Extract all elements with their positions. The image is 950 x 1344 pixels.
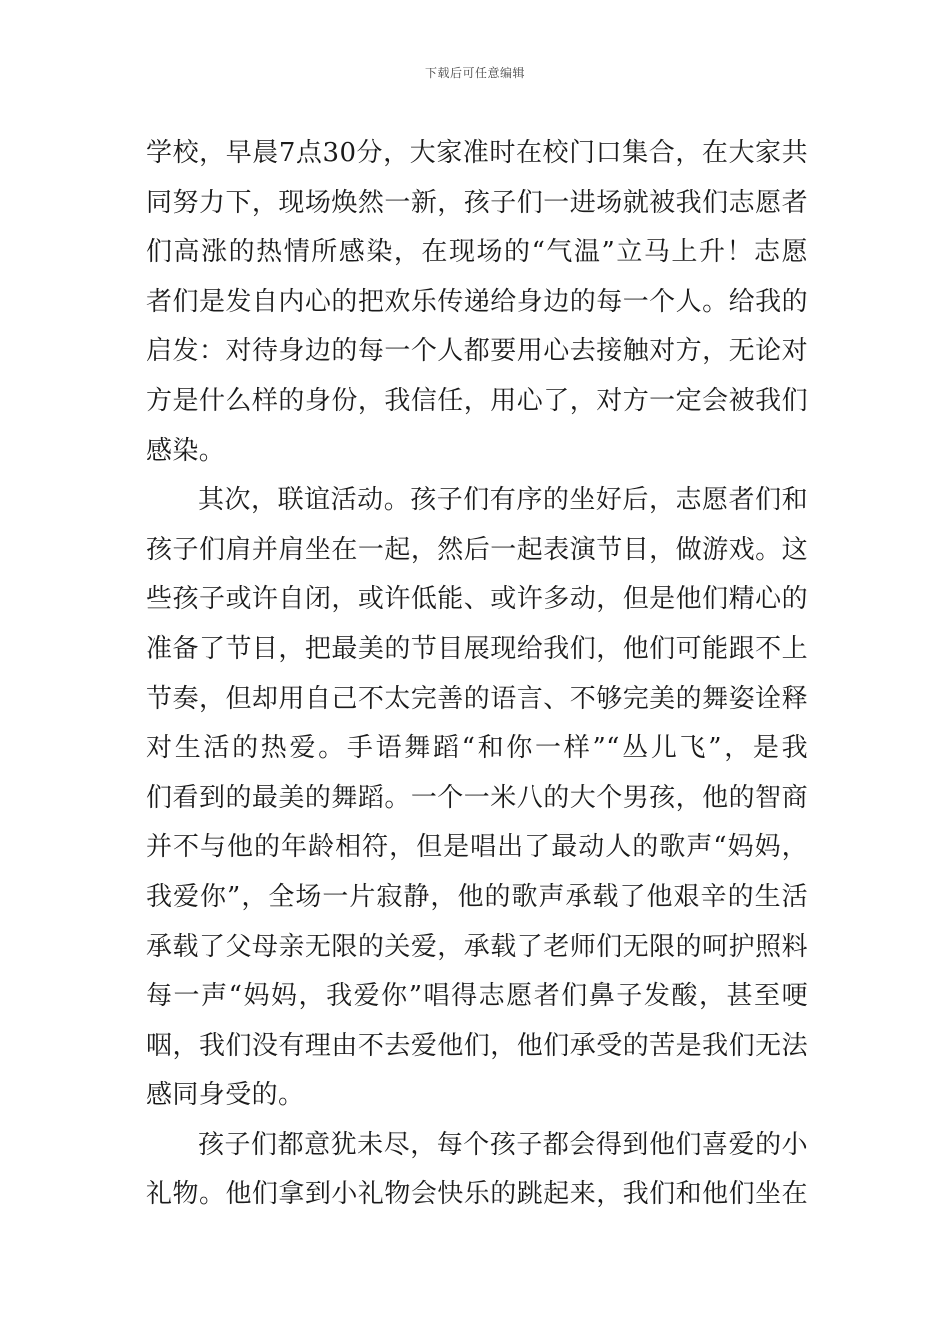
body-text [146,129,808,1220]
text-line: 们高涨的热情所感染，在现场的“气温”立马上升！志愿 [146,237,808,268]
text-line: 感染。 [146,435,226,466]
text-line: 启发：对待身边的每一个人都要用心去接触对方，无论对 [146,336,808,367]
text-line: 并不与他的年龄相符，但是唱出了最动人的歌声“妈妈， [146,832,808,863]
text-line: 们看到的最美的舞蹈。一个一米八的大个男孩，他的智商 [146,782,808,813]
text-line: 些孩子或许自闭，或许低能、或许多动，但是他们精心的 [146,584,808,615]
text-line: 方是什么样的身份，我信任，用心了，对方一定会被我们 [146,385,808,416]
text-line: 节奏，但却用自己不太完善的语言、不够完美的舞姿诠释 [146,683,808,714]
text-line: 咽，我们没有理由不去爱他们，他们承受的苦是我们无法 [146,1030,808,1061]
text-line: 我爱你”，全场一片寂静，他的歌声承载了他艰辛的生活 [146,881,808,912]
page-header: 下载后可任意编辑 [424,66,525,80]
text-line: 准备了节目，把最美的节目展现给我们，他们可能跟不上 [146,633,808,664]
text-line: 学校，早晨7点30分，大家准时在校门口集合，在大家共 [146,138,808,168]
text-line: 礼物。他们拿到小礼物会快乐的跳起来，我们和他们坐在 [146,1179,808,1210]
text-line: 对生活的热爱。手语舞蹈“和你一样”“丛儿飞”，是我 [146,733,808,764]
text-line: 每一声“妈妈，我爱你”唱得志愿者们鼻子发酸，甚至哽 [146,981,808,1012]
text-line: 者们是发自内心的把欢乐传递给身边的每一个人。给我的 [146,286,808,317]
text-line: 同努力下，现场焕然一新，孩子们一进场就被我们志愿者 [146,187,808,218]
text-line: 感同身受的。 [146,1080,305,1111]
text-line: 其次，联谊活动。孩子们有序的坐好后，志愿者们和 [198,485,808,516]
text-line: 承载了父母亲无限的关爱，承载了老师们无限的呵护照料 [146,931,808,962]
text-line: 孩子们都意犹未尽，每个孩子都会得到他们喜爱的小 [198,1129,808,1160]
text-line: 孩子们肩并肩坐在一起，然后一起表演节目，做游戏。这 [146,534,808,565]
